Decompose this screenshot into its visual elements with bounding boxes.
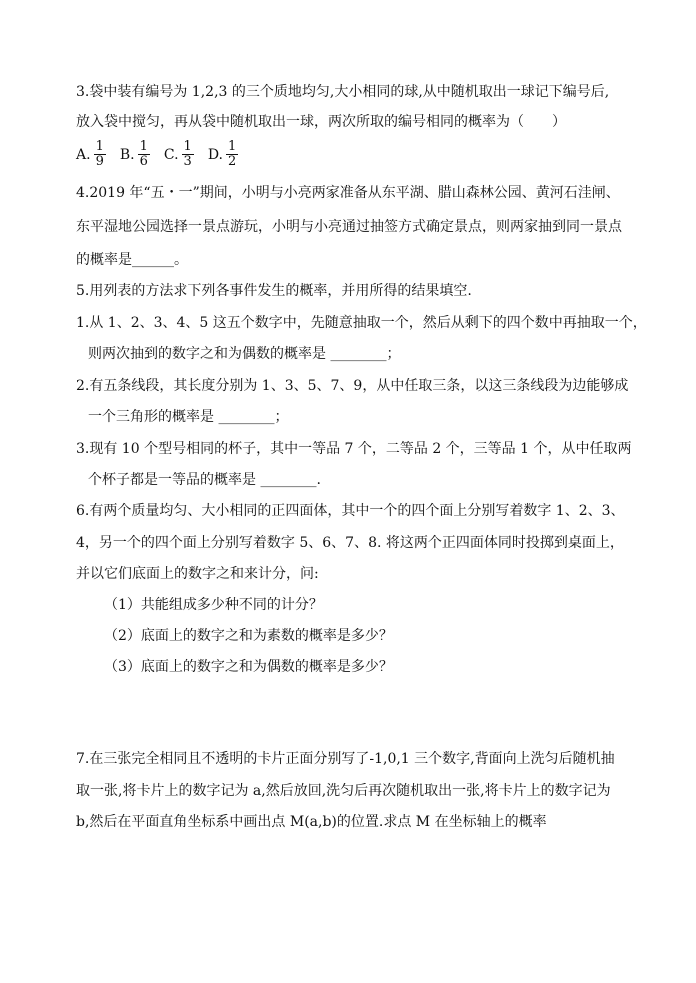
q3-choices [76, 140, 626, 169]
choice-a-fraction [94, 140, 106, 169]
choice-b-numerator: 1 [139, 139, 148, 154]
choice-a [76, 140, 106, 169]
choice-d-fraction [226, 140, 238, 169]
q5-part-1-line-1: 1.从 1、2、3、4、5 这五个数字中，先随意抽取一个，然后从剩下的四个数中再抽取一个， [76, 315, 647, 331]
choice-c-fraction [182, 140, 194, 169]
choice-a-numerator: 1 [95, 139, 104, 154]
q5-part-3-line-1: 3.现有 10 个型号相同的杯子，其中一等品 7 个，二等品 2 个，三等品 1 个，从中任取两 [76, 441, 632, 457]
q3-line-1: 3.袋中装有编号为 1,2,3 的三个质地均匀,大小相同的球,从中随机取出一球记下编号后, [76, 84, 610, 100]
q5-part-1-line-2: 则两次抽到的数字之和为偶数的概率是 ________； [88, 346, 401, 362]
choice-c-denominator: 3 [183, 154, 192, 169]
choice-b [120, 140, 150, 169]
choice-c-label: C. [163, 146, 179, 163]
choice-c-numerator: 1 [183, 139, 192, 154]
q3-line-2: 放入袋中搅匀，再从袋中随机取出一球，两次所取的编号相同的概率为（ ） [76, 114, 566, 130]
q4-line-2: 东平湿地公园选择一景点游玩，小明与小亮通过抽签方式确定景点，则两家抽到同一景点 [76, 219, 622, 235]
q6-sub-3: （3）底面上的数字之和为偶数的概率是多少？ [104, 659, 393, 675]
choice-a-denominator: 9 [95, 154, 104, 169]
q6-line-1: 6.有两个质量均匀、大小相同的正四面体，其中一个的四个面上分别写着数字 1、2、3、 [76, 503, 625, 519]
choice-d-denominator: 2 [228, 154, 237, 169]
q5-part-2-line-2: 一个三角形的概率是 ________； [88, 409, 289, 425]
q6-sub-2: （2）底面上的数字之和为素数的概率是多少？ [104, 628, 393, 644]
choice-d-numerator: 1 [228, 139, 237, 154]
choice-d [208, 140, 238, 169]
q7-line-3: b,然后在平面直角坐标系中画出点 M(a,b)的位置.求点 M 在坐标轴上的概率 [76, 814, 547, 830]
q5-title: 5.用列表的方法求下列各事件发生的概率，并用所得的结果填空. [76, 283, 472, 299]
choice-c [164, 140, 194, 169]
choice-b-denominator: 6 [139, 154, 148, 169]
q4-line-3: 的概率是______。 [76, 252, 188, 268]
q6-line-3: 并以它们底面上的数字之和来计分，问: [76, 566, 319, 582]
q6-line-2: 4，另一个的四个面上分别写着数字 5、6、7、8. 将这两个正四面体同时投掷到桌面上， [76, 535, 624, 551]
q7-line-2: 取一张,将卡片上的数字记为 a,然后放回,洗匀后再次随机取出一张,将卡片上的数字记为 [76, 783, 611, 799]
choice-d-label: D. [207, 146, 224, 163]
choice-b-label: B. [119, 146, 135, 163]
choice-a-label: A. [76, 146, 91, 163]
q6-sub-1: （1）共能组成多少种不同的计分？ [104, 597, 323, 613]
q4-line-1: 4.2019 年“五・一”期间，小明与小亮两家准备从东平湖、腊山森林公园、黄河石洼闸、 [76, 185, 620, 201]
q5-part-3-line-2: 个杯子都是一等品的概率是 ________. [88, 472, 321, 488]
choice-b-fraction [138, 140, 150, 169]
q5-part-2-line-1: 2.有五条线段，其长度分别为 1、3、5、7、9，从中任取三条，以这三条线段为边能够成 [76, 378, 629, 394]
q7-line-1: 7.在三张完全相同且不透明的卡片正面分别写了-1,0,1 三个数字,背面向上洗匀后随机抽 [76, 751, 615, 767]
